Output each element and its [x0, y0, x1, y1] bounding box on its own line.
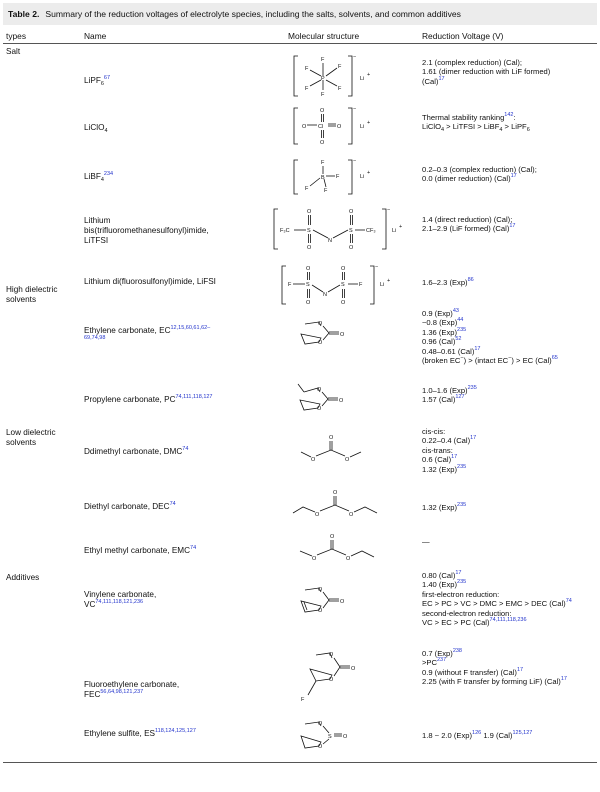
svg-text:O: O [320, 108, 325, 114]
svg-text:F: F [338, 86, 342, 92]
svg-text:O: O [307, 209, 312, 215]
svg-text:F: F [338, 64, 342, 70]
voltage-vc: 0.80 (Cal)$^{17}$ 1.40 (Exp)$^{235}$ first-electron reduction: EC > PC > VC > DMC > EMC > DEC (Cal)$^{74}$ second-electron reduction: VC > EC > PC (Cal)$^{74,111,118,236}$ [422, 570, 572, 628]
structure-emc [292, 531, 382, 565]
svg-text:O: O [343, 734, 348, 740]
name-emc: Ethyl methyl carbonate, EMC$^{74}$ [84, 545, 197, 555]
svg-text:O: O [318, 321, 323, 327]
voltage-emc: — [422, 537, 430, 546]
voltage-es: 1.8 ~ 2.0 (Exp)$^{126}$ 1.9 (Cal)$^{125,127}$ [422, 730, 533, 740]
svg-text:Cl: Cl [318, 124, 324, 130]
name-es: Ethylene sulfite, ES$^{118,124,125,127}$ [84, 728, 196, 738]
svg-text:O: O [320, 140, 325, 146]
name-fec: Fluoroethylene carbonate, FEC$^{56,64,98,121,237}$ [84, 680, 180, 699]
header-voltage: Reduction Voltage (V) [422, 31, 504, 41]
svg-text:O: O [349, 209, 354, 215]
svg-text:F: F [336, 174, 340, 180]
svg-text:S: S [307, 228, 311, 234]
svg-text:Li: Li [392, 228, 397, 234]
voltage-liclo4: Thermal stability ranking$^{142}$: LiClO$_4$ > LiTFSI > LiBF$_4$ > LiPF$_6$ [422, 112, 530, 134]
structure-dec [287, 487, 387, 521]
svg-text:−: − [375, 264, 379, 270]
svg-text:Li: Li [360, 124, 365, 130]
category-additives: Additives [6, 573, 40, 582]
svg-text:S: S [349, 228, 353, 234]
svg-text:S: S [306, 282, 310, 288]
structure-ec [295, 316, 365, 352]
structure-pc [290, 378, 360, 418]
svg-text:F: F [301, 697, 305, 703]
svg-text:O: O [317, 387, 322, 393]
header-structure: Molecular structure [288, 31, 360, 41]
voltage-lifsi: 1.6–2.3 (Exp)$^{86}$ [422, 277, 474, 287]
category-high-dielectric [6, 285, 57, 305]
svg-text:F: F [359, 282, 363, 288]
svg-text:O: O [315, 512, 320, 518]
category-line: solvents [6, 295, 37, 304]
svg-text:F₃C: F₃C [280, 228, 290, 234]
svg-text:−: − [353, 158, 357, 164]
svg-text:O: O [318, 744, 323, 750]
svg-text:+: + [367, 170, 371, 176]
header-rule [3, 43, 597, 44]
name-lipf6: LiPF$_6^{67}$ [84, 75, 111, 87]
name-lifsi: Lithium di(fluorosulfonyl)imide, LiFSI [84, 277, 216, 286]
name-liclo4: LiClO$_4$ [84, 123, 108, 134]
svg-text:+: + [387, 278, 391, 284]
svg-text:B: B [321, 175, 325, 181]
svg-text:O: O [306, 300, 311, 306]
svg-text:O: O [341, 266, 346, 272]
svg-text:O: O [329, 677, 334, 683]
svg-text:F: F [321, 57, 325, 63]
svg-text:O: O [311, 457, 316, 463]
svg-text:O: O [317, 406, 322, 412]
svg-text:Li: Li [360, 174, 365, 180]
category-line: Low dielectric [6, 428, 56, 437]
svg-text:O: O [340, 332, 345, 338]
caption-text: Summary of the reduction voltages of electrolyte species, including the salts, solvents, and common additives [45, 9, 461, 19]
name-dec: Diethyl carbonate, DEC$^{74}$ [84, 501, 176, 511]
name-pc: Propylene carbonate, PC$^{74,111,118,127}$ [84, 394, 213, 404]
caption-label: Table 2. [8, 9, 40, 19]
name-ec: Ethylene carbonate, $EC^{12,15,60,61,62-}$ $^{69,74,98}$ [84, 325, 211, 341]
svg-text:S: S [341, 282, 345, 288]
svg-text:O: O [333, 490, 338, 496]
structure-lipf6 [290, 52, 380, 100]
svg-text:F: F [288, 282, 292, 288]
name-dmc: Ddimethyl carbonate, DMC$^{74}$ [84, 446, 189, 456]
svg-text:O: O [349, 245, 354, 251]
structure-vc [295, 580, 365, 620]
structure-es [295, 712, 365, 756]
svg-text:+: + [367, 120, 371, 126]
svg-text:O: O [307, 245, 312, 251]
category-line: solvents [6, 438, 37, 447]
svg-text:−: − [387, 207, 391, 213]
svg-text:−: − [353, 106, 357, 112]
svg-text:P: P [321, 76, 325, 82]
voltage-pc: 1.0–1.6 (Exp)$^{235}$ 1.57 (Cal)$^{127}$ [422, 385, 477, 405]
svg-text:O: O [330, 534, 335, 540]
voltage-lipf6: 2.1 (complex reduction) (Cal); 1.61 (dimer reduction with LiF formed) (Cal)$^{17}$ [422, 58, 551, 86]
voltage-libf4: 0.2–0.3 (complex reduction) (Cal); 0.0 (dimer reduction) (Cal)$^{17}$ [422, 165, 537, 184]
voltage-litfsi: 1.4 (direct reduction) (Cal); 2.1–2.9 (LiF formed) (Cal)$^{17}$ [422, 215, 516, 234]
svg-text:O: O [341, 300, 346, 306]
header-types: types [6, 31, 27, 41]
svg-text:O: O [339, 398, 344, 404]
svg-text:O: O [312, 556, 317, 562]
voltage-fec: 0.7 (Exp)$^{238}$ $>PC^{237}$ 0.9 (without F transfer) (Cal)$^{17}$ 2.25 (with F transfer by forming LiF) (Cal)$^{17}$ [422, 648, 567, 687]
voltage-ec: 0.9 (Exp)$^{43}$ ~0.8 (Exp)$^{44}$ 1.36 (Exp)$^{235}$ 0.96 (Cal)$^{52}$ 0.48–0.61 (Cal)$^{17}$ (broken EC−) > (intact EC−) > EC (Cal)$^{65}$ [422, 308, 558, 366]
svg-text:F: F [324, 188, 328, 194]
svg-text:F: F [305, 66, 309, 72]
svg-text:+: + [367, 72, 371, 78]
svg-text:O: O [318, 587, 323, 593]
svg-text:O: O [340, 599, 345, 605]
svg-text:O: O [345, 457, 350, 463]
svg-text:N: N [328, 238, 332, 244]
svg-text:O: O [318, 608, 323, 614]
voltage-dmc: cis-cis: 0.22–0.4 (Cal)$^{17}$ cis-trans: 0.6 (Cal)$^{17}$ 1.32 (Exp)$^{235}$ [422, 427, 477, 474]
svg-text:O: O [346, 556, 351, 562]
svg-text:F: F [321, 160, 325, 166]
svg-text:O: O [306, 266, 311, 272]
svg-text:F: F [321, 92, 325, 98]
structure-litfsi [270, 205, 410, 253]
structure-libf4 [290, 156, 380, 198]
svg-text:Li: Li [380, 282, 385, 288]
structure-liclo4 [290, 104, 380, 148]
svg-text:O: O [351, 666, 356, 672]
svg-text:O: O [337, 124, 342, 130]
name-vc: Vinylene carbonate, VC$^{74,111,118,121,236}$ [84, 590, 157, 609]
svg-text:Li: Li [360, 76, 365, 82]
svg-text:+: + [399, 224, 403, 230]
table-bottom-rule [3, 762, 597, 763]
svg-text:F: F [305, 186, 309, 192]
svg-text:CF₃: CF₃ [366, 228, 376, 234]
category-low-dielectric [6, 428, 56, 448]
structure-fec [288, 645, 368, 715]
name-libf4: LiBF$_4^{234}$ [84, 171, 114, 183]
svg-text:F: F [305, 86, 309, 92]
table-caption [3, 3, 597, 25]
category-line: High dielectric [6, 285, 58, 294]
svg-text:N: N [323, 292, 327, 298]
header-name: Name [84, 31, 107, 41]
name-litfsi: Lithium bis(trifluoromethanesulfonyl)imide, LiTFSI [84, 216, 209, 245]
svg-text:O: O [318, 340, 323, 346]
structure-lifsi [278, 262, 398, 308]
svg-text:−: − [353, 54, 357, 60]
voltage-dec: 1.32 (Exp)$^{235}$ [422, 502, 467, 512]
svg-text:O: O [349, 512, 354, 518]
svg-text:S: S [328, 734, 332, 740]
svg-text:O: O [302, 124, 307, 130]
structure-dmc [293, 432, 373, 466]
svg-text:O: O [329, 435, 334, 441]
svg-text:O: O [318, 721, 323, 727]
svg-text:O: O [329, 652, 334, 658]
category-salt: Salt [6, 47, 21, 56]
